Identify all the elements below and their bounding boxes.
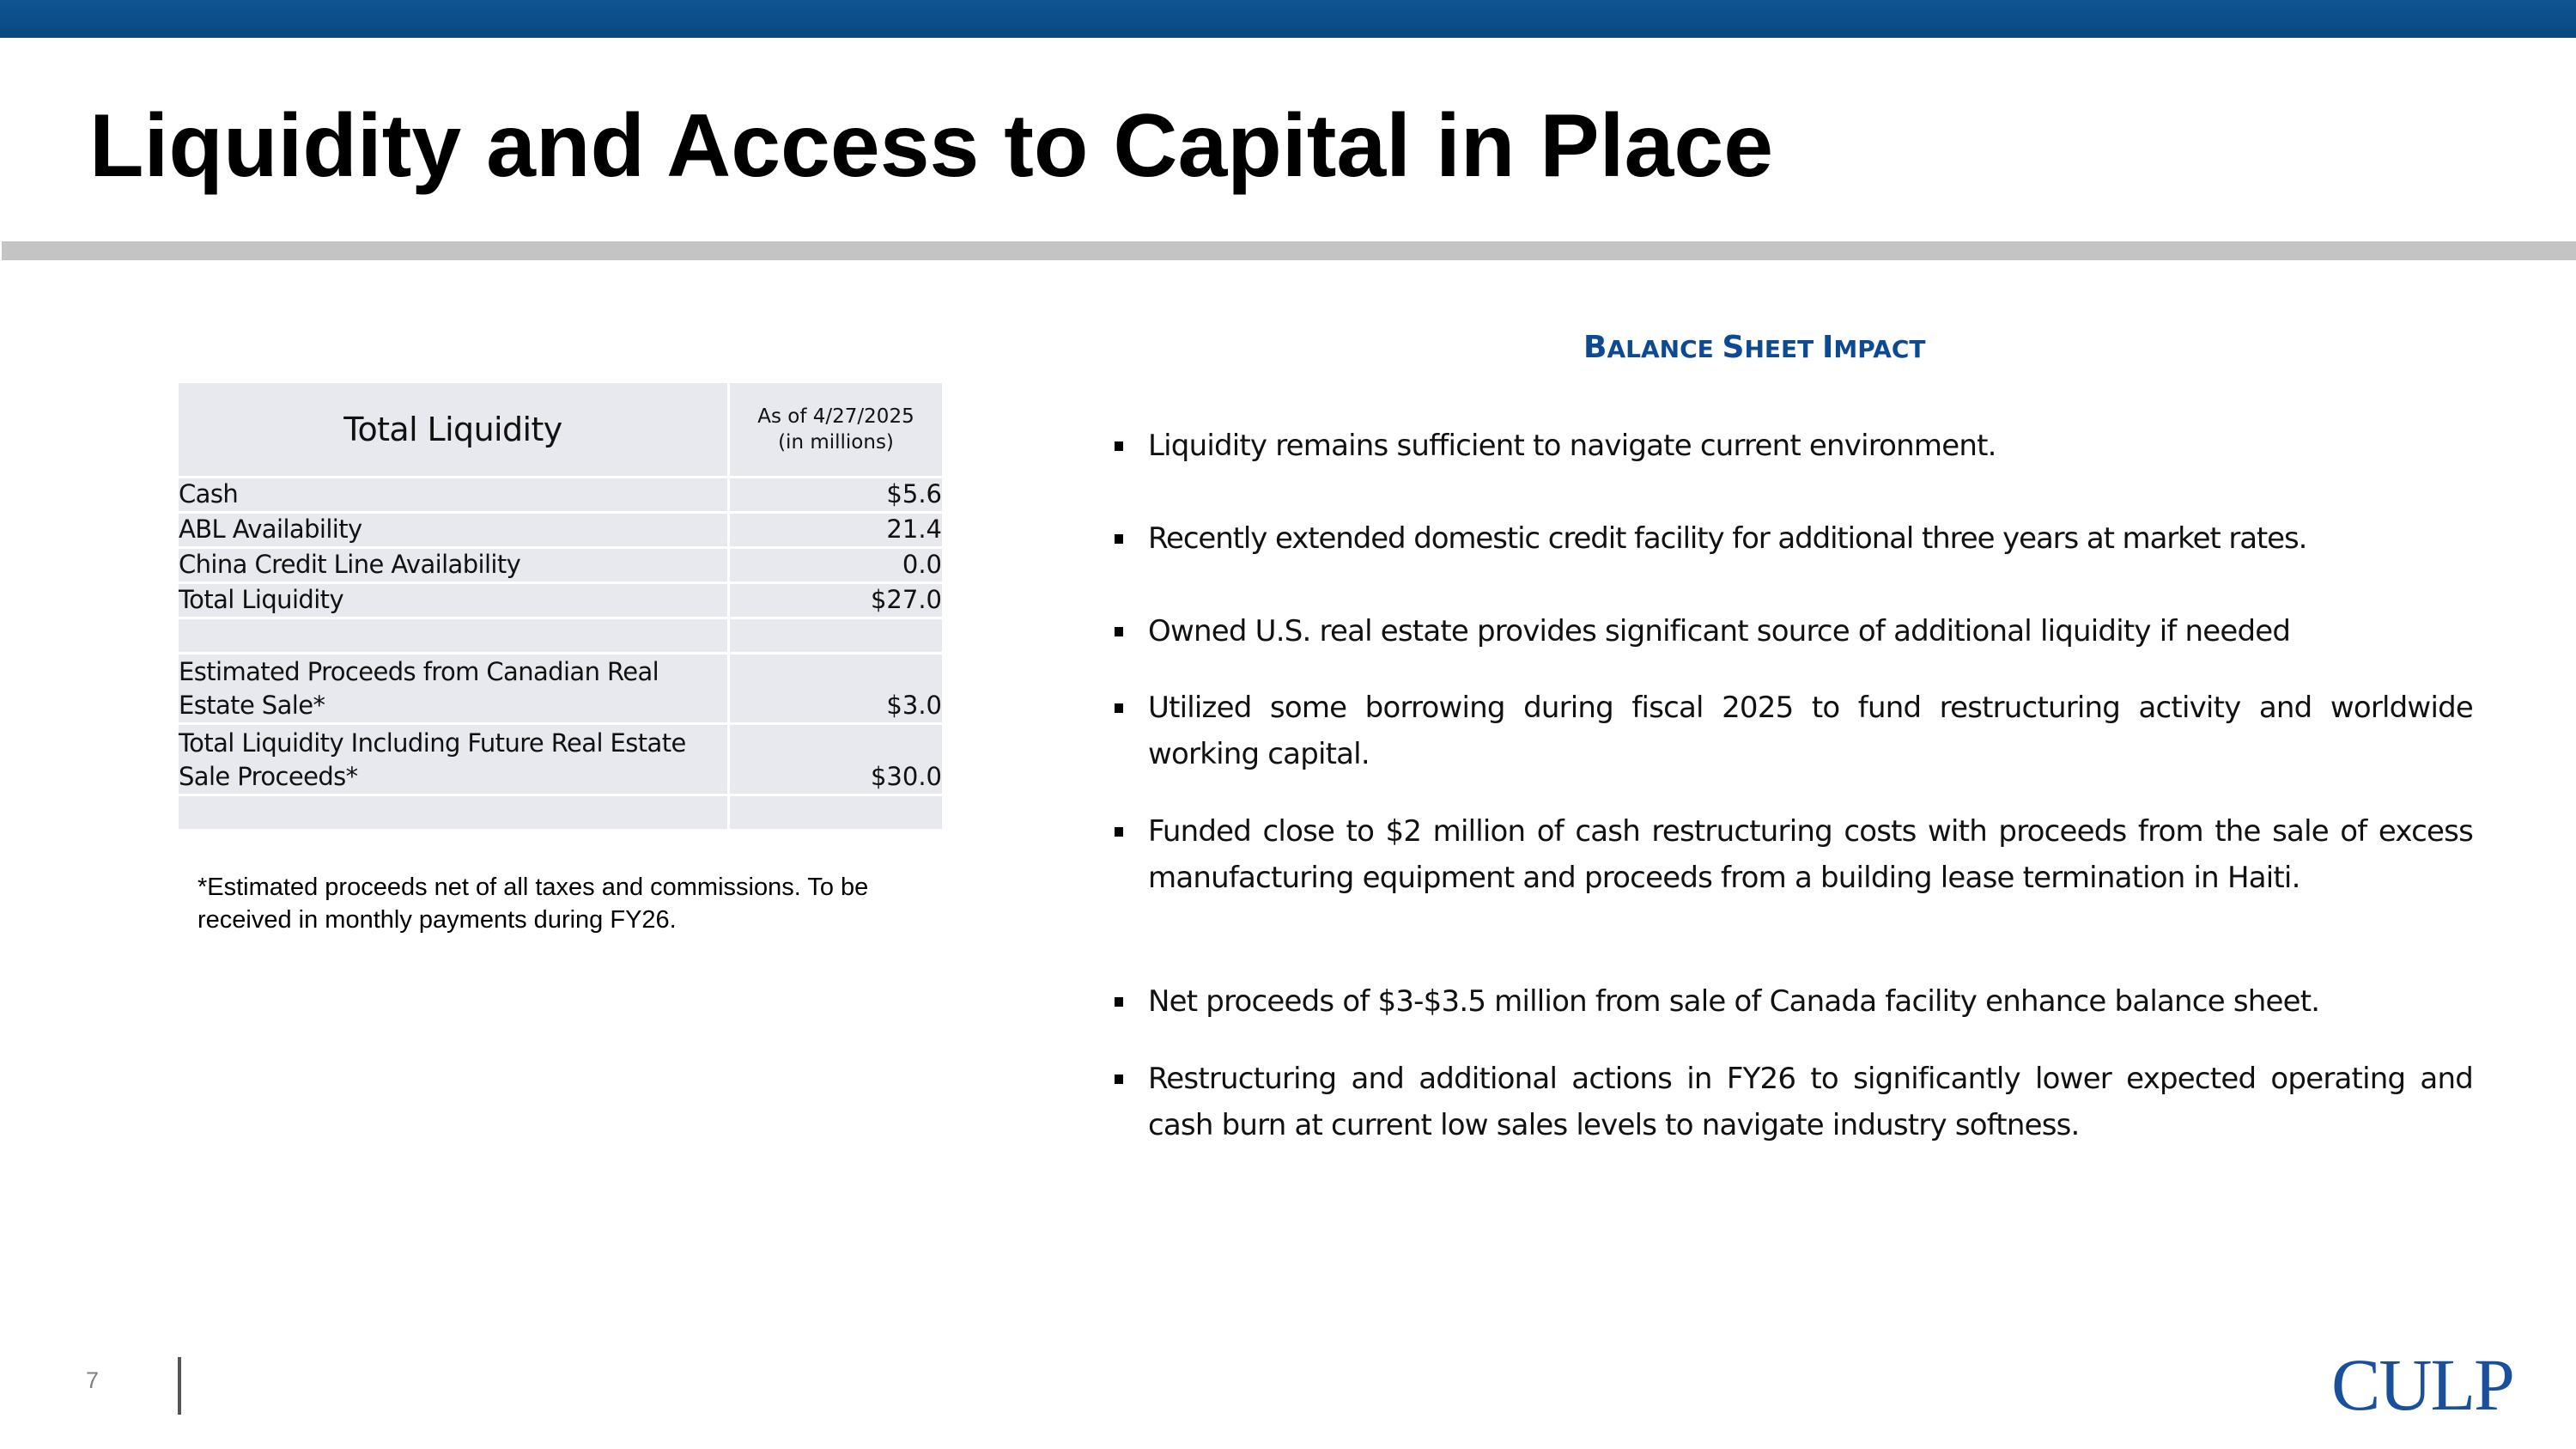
- bullet-text: Restructuring and additional actions in FY26 to significantly lower expected operating and cash burn at current low sales levels to navigate industry softness.: [1148, 1062, 2473, 1142]
- title-divider: [2, 241, 2576, 260]
- page-title: Liquidity and Access to Capital in Place: [89, 96, 1774, 196]
- heading-smallcaps: MPACT: [1833, 335, 1926, 363]
- table-row: [179, 514, 942, 546]
- section-heading: [1583, 330, 1926, 365]
- table-header-row: [179, 383, 942, 476]
- heading-initial: B: [1583, 330, 1607, 365]
- bullet-text: Owned U.S. real estate provides significant source of additional liquidity if needed: [1148, 614, 2291, 648]
- heading-initial: I: [1821, 330, 1834, 365]
- table-row: [179, 549, 942, 581]
- table-header-label: [179, 383, 727, 476]
- row-label: [179, 654, 727, 722]
- square-bullet-icon: [1115, 534, 1123, 544]
- row-value: [730, 796, 942, 829]
- bullet-item: [1115, 1056, 2473, 1148]
- row-value: [730, 654, 942, 722]
- table-row: [179, 478, 942, 511]
- table-header-date: [730, 383, 942, 476]
- bullet-text: Utilized some borrowing during fiscal 2025 to fund restructuring activity and worldwide working capital.: [1148, 691, 2473, 771]
- bullet-item: [1115, 515, 2473, 562]
- table-row-empty: [179, 796, 942, 829]
- bullet-item: [1115, 423, 2473, 469]
- heading-smallcaps: HEET: [1744, 335, 1822, 363]
- row-label-text: Total Liquidity Including Future Real Estate Sale Proceeds*: [179, 728, 686, 791]
- row-label: [179, 549, 727, 581]
- header-date-line: As of 4/27/2025: [757, 405, 914, 428]
- square-bullet-icon: [1115, 627, 1123, 636]
- table-row: [179, 584, 942, 617]
- row-label: [179, 619, 727, 652]
- bullet-text: Recently extended domestic credit facility for additional three years at market rates.: [1148, 521, 2307, 556]
- bullet-text: Funded close to $2 million of cash restructuring costs with proceeds from the sale of excess manufacturing equipment and proceeds from a building lease termination in Haiti.: [1148, 814, 2473, 895]
- row-label-text: Cash: [179, 479, 239, 508]
- row-label-text: China Credit Line Availability: [179, 550, 521, 579]
- row-label-text: ABL Availability: [179, 514, 362, 544]
- row-value-text: $30.0: [870, 762, 942, 791]
- heading-smallcaps: ALANCE: [1607, 335, 1722, 363]
- row-value-text: $5.6: [886, 479, 942, 508]
- square-bullet-icon: [1115, 1075, 1123, 1084]
- culp-logo: CULP: [2331, 1343, 2513, 1426]
- row-label-text: Total Liquidity: [179, 585, 344, 614]
- row-label: [179, 514, 727, 546]
- bullet-item: [1115, 978, 2473, 1025]
- table-row: [179, 654, 942, 722]
- square-bullet-icon: [1115, 441, 1123, 451]
- liquidity-table: [179, 383, 942, 831]
- bullet-text: Net proceeds of $3-$3.5 million from sale of Canada facility enhance balance sheet.: [1148, 984, 2320, 1019]
- row-value-text: $3.0: [886, 691, 942, 720]
- row-label: [179, 478, 727, 511]
- header-label-text: Total Liquidity: [343, 410, 562, 448]
- bullet-item: [1115, 608, 2473, 654]
- row-value-text: 21.4: [886, 514, 942, 544]
- page-number: 7: [86, 1367, 100, 1393]
- top-banner: [0, 0, 2576, 38]
- row-value: [730, 584, 942, 617]
- square-bullet-icon: [1115, 827, 1123, 837]
- row-label-text: Estimated Proceeds from Canadian Real Estate Sale*: [179, 657, 659, 720]
- square-bullet-icon: [1115, 997, 1123, 1007]
- table-row: [179, 725, 942, 794]
- row-value: [730, 725, 942, 794]
- row-value: [730, 549, 942, 581]
- row-label: [179, 584, 727, 617]
- bullet-text: Liquidity remains sufficient to navigate current environment.: [1148, 429, 1996, 463]
- row-value: [730, 478, 942, 511]
- row-value-text: 0.0: [902, 550, 942, 579]
- row-label: [179, 725, 727, 794]
- row-value: [730, 619, 942, 652]
- heading-initial: S: [1722, 330, 1745, 365]
- header-units-line: (in millions): [778, 431, 894, 454]
- table-row-empty: [179, 619, 942, 652]
- square-bullet-icon: [1115, 703, 1123, 713]
- bullet-item: [1115, 685, 2473, 777]
- row-label: [179, 796, 727, 829]
- bullet-item: [1115, 808, 2473, 901]
- row-value-text: $27.0: [870, 585, 942, 614]
- footer-divider: [178, 1357, 181, 1415]
- row-value: [730, 514, 942, 546]
- table-footnote: *Estimated proceeds net of all taxes and commissions. To be received in monthly payments during FY26.: [197, 874, 869, 934]
